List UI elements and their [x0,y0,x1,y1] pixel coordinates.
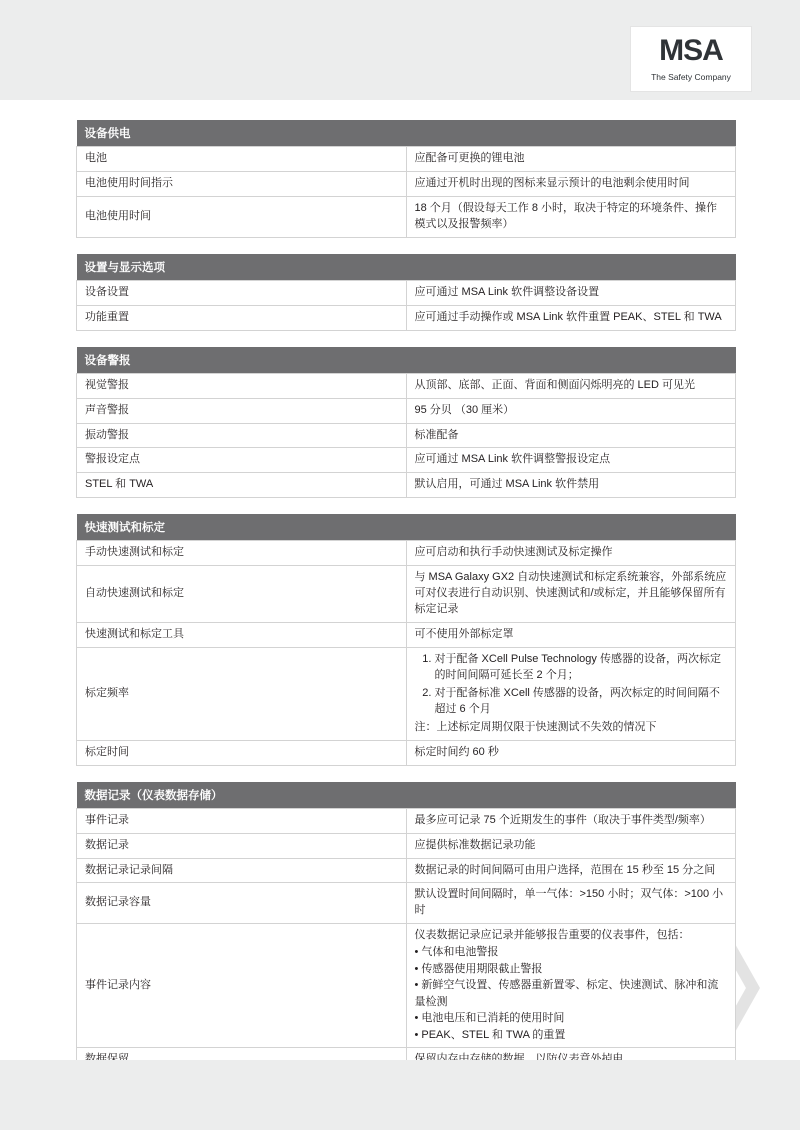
row-label: 标定频率 [77,648,407,741]
row-label: 设备设置 [77,280,407,305]
table-row [77,566,736,623]
row-label: 数据记录容量 [77,883,407,924]
table-row [77,280,736,305]
row-label: 警报设定点 [77,448,407,473]
row-label: 标定时间 [77,740,407,765]
logo-wordmark: MSA [659,34,723,67]
msa-logo [630,26,752,92]
table-row [77,858,736,883]
row-label: 快速测试和标定工具 [77,623,407,648]
event-log-intro: 仪表数据记录应记录并能够报告重要的仪表事件，包括： [414,929,690,942]
footer-band [0,1060,800,1130]
row-value: 可不使用外部标定罩 [406,623,736,648]
table-row [77,833,736,858]
row-label: STEL 和 TWA [77,473,407,498]
spec-table-bumptest-calibration [76,514,736,765]
list-item: 2. 对于配备标准 XCell 传感器的设备，两次标定的时间间隔不超过 6 个月 [435,686,728,718]
table-row [77,883,736,924]
row-value [406,924,736,1048]
row-value: 应可通过手动操作或 MSA Link 软件重置 PEAK、STEL 和 TWA [406,305,736,330]
logo-tagline: The Safety Company [651,72,731,82]
table-row [77,623,736,648]
section-title: 设置与显示选项 [77,254,736,281]
table-row [77,398,736,423]
calibration-frequency-list [415,652,728,718]
row-value: 应配备可更换的锂电池 [406,147,736,172]
row-label: 电池 [77,147,407,172]
row-value: 与 MSA Galaxy GX2 自动快速测试和标定系统兼容，外部系统应可对仪表进行自动识别、快速测试和/或标定，并且能够保留所有标定记录 [406,566,736,623]
row-label: 视觉警报 [77,373,407,398]
spec-tables [76,120,736,1089]
table-row [77,808,736,833]
row-label: 事件记录 [77,808,407,833]
calibration-note: 注：上述标定周期仅限于快速测试不失效的情况下 [414,720,657,733]
table-row [77,423,736,448]
row-value: 18 个月（假设每天工作 8 小时，取决于特定的环境条件、操作模式以及报警频率） [406,196,736,237]
row-value [406,648,736,741]
table-row [77,196,736,237]
row-value: 应通过开机时出现的图标来显示预计的电池剩余使用时间 [406,171,736,196]
table-row [77,648,736,741]
list-item: • 电池电压和已消耗的使用时间 [415,1010,728,1027]
row-value: 从顶部、底部、正面、背面和侧面闪烁明亮的 LED 可见光 [406,373,736,398]
table-row [77,373,736,398]
row-value: 应可通过 MSA Link 软件调整警报设定点 [406,448,736,473]
row-value: 95 分贝 （30 厘米） [406,398,736,423]
row-label: 电池使用时间指示 [77,171,407,196]
row-value: 标准配备 [406,423,736,448]
table-row [77,171,736,196]
spec-table-power [76,120,736,238]
table-row [77,305,736,330]
row-label: 功能重置 [77,305,407,330]
table-row [77,448,736,473]
row-value: 应提供标准数据记录功能 [406,833,736,858]
row-label: 事件记录内容 [77,924,407,1048]
list-item: 1. 对于配备 XCell Pulse Technology 传感器的设备，两次标定的时间间隔可延长至 2 个月； [435,652,728,684]
table-row [77,541,736,566]
row-value: 应可通过 MSA Link 软件调整设备设置 [406,280,736,305]
section-title: 数据记录（仪表数据存储） [77,782,736,809]
table-row [77,473,736,498]
row-value: 数据记录的时间间隔可由用户选择，范围在 15 秒至 15 分之间 [406,858,736,883]
row-label: 电池使用时间 [77,196,407,237]
section-title: 设备警报 [77,347,736,374]
table-row [77,147,736,172]
table-row [77,924,736,1048]
row-value: 标定时间约 60 秒 [406,740,736,765]
section-title: 快速测试和标定 [77,514,736,541]
section-title: 设备供电 [77,120,736,147]
spec-table-settings [76,254,736,331]
table-row [77,740,736,765]
list-item: • 传感器使用期限截止警报 [415,961,728,978]
event-log-bullets [415,944,728,1043]
list-item: • PEAK、STEL 和 TWA 的重置 [415,1027,728,1044]
row-label: 声音警报 [77,398,407,423]
row-label: 数据记录 [77,833,407,858]
spec-table-datalogging [76,782,736,1074]
list-item: • 新鲜空气设置、传感器重新置零、标定、快速测试、脉冲和流量检测 [415,977,728,1010]
row-value: 默认设置时间间隔时，单一气体：>150 小时；双气体：>100 小时 [406,883,736,924]
row-label: 自动快速测试和标定 [77,566,407,623]
row-value: 默认启用，可通过 MSA Link 软件禁用 [406,473,736,498]
row-value: 最多应可记录 75 个近期发生的事件（取决于事件类型/频率） [406,808,736,833]
row-label: 手动快速测试和标定 [77,541,407,566]
spec-table-alarms [76,347,736,499]
row-value: 应可启动和执行手动快速测试及标定操作 [406,541,736,566]
row-label: 振动警报 [77,423,407,448]
list-item: • 气体和电池警报 [415,944,728,961]
row-label: 数据记录记录间隔 [77,858,407,883]
